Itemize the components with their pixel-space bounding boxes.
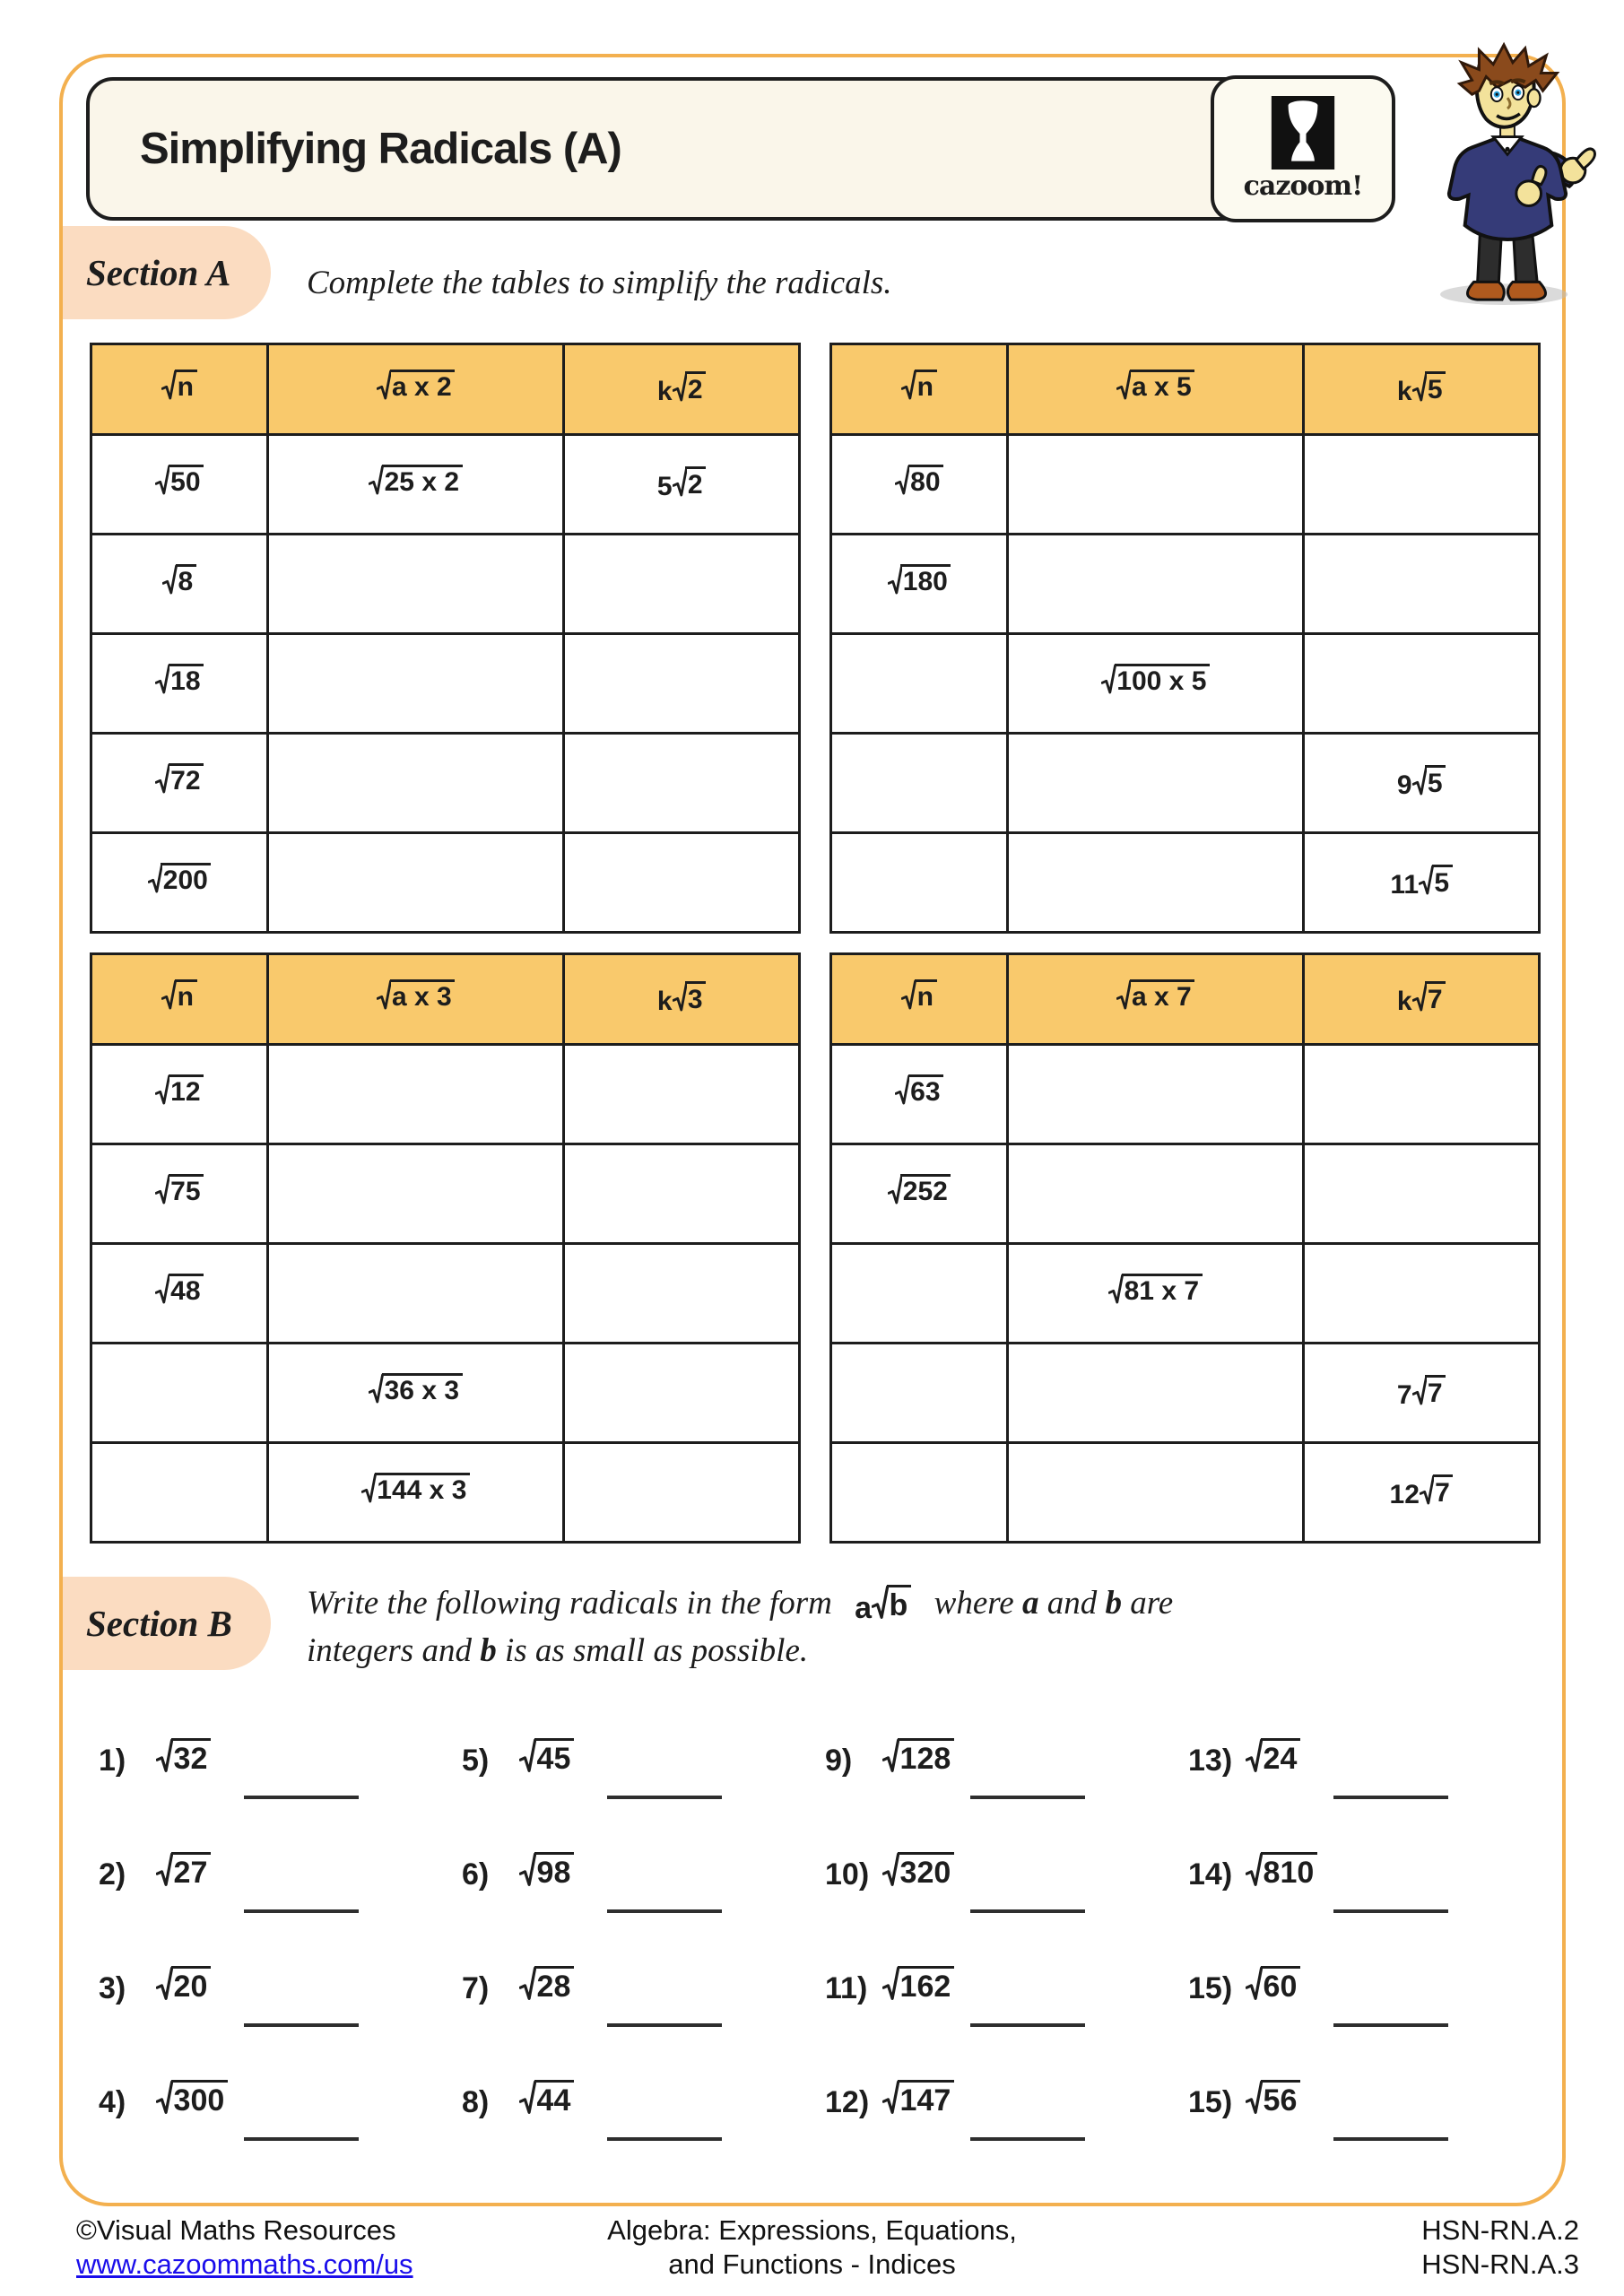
radical-expression: 252 bbox=[888, 1174, 951, 1207]
radical-expression: 810 bbox=[1246, 1852, 1317, 1890]
table-header-cell bbox=[1304, 344, 1540, 435]
table-row bbox=[831, 833, 1540, 933]
answer-blank[interactable] bbox=[607, 1796, 722, 1799]
radical-expression: 11 5 bbox=[1390, 865, 1452, 900]
answer-blank[interactable] bbox=[970, 1909, 1085, 1913]
radical-expression: a x 5 bbox=[1116, 370, 1195, 403]
standard-1: HSN-RN.A.2 bbox=[1421, 2214, 1579, 2246]
table-row bbox=[831, 634, 1540, 734]
table-row bbox=[831, 1144, 1540, 1244]
table-cell-empty[interactable] bbox=[1304, 634, 1540, 734]
table-header-cell bbox=[1008, 344, 1304, 435]
answer-blank[interactable] bbox=[970, 1796, 1085, 1799]
table-row bbox=[831, 1045, 1540, 1144]
problem-item bbox=[453, 2080, 816, 2194]
table-cell bbox=[91, 734, 268, 833]
radical-expression: 63 bbox=[895, 1074, 943, 1108]
problem-number: 8) bbox=[462, 2085, 490, 2119]
radical-expression: k 3 bbox=[657, 981, 706, 1017]
problem-item bbox=[90, 1966, 453, 2080]
radical-expression: a b bbox=[855, 1585, 911, 1625]
radical-expression: 9 5 bbox=[1397, 765, 1446, 801]
radical-expression: a x 2 bbox=[377, 370, 456, 403]
radical-expression: 300 bbox=[156, 2080, 228, 2118]
answer-blank[interactable] bbox=[244, 2137, 359, 2141]
table-header-cell bbox=[1304, 954, 1540, 1045]
table-cell-empty[interactable] bbox=[1008, 435, 1304, 535]
table-cell-empty[interactable] bbox=[831, 833, 1008, 933]
table-row bbox=[91, 734, 800, 833]
copyright-text: ©Visual Maths Resources bbox=[76, 2214, 396, 2246]
table-cell-empty[interactable] bbox=[1304, 535, 1540, 634]
table-row bbox=[831, 1344, 1540, 1443]
table-cell-empty[interactable] bbox=[564, 1443, 800, 1543]
problem-item bbox=[816, 1738, 1179, 1852]
radical-expression: 81 x 7 bbox=[1108, 1274, 1202, 1307]
table-cell-empty[interactable] bbox=[1008, 1144, 1304, 1244]
radical-expression: 24 bbox=[1246, 1738, 1300, 1776]
answer-blank[interactable] bbox=[1333, 1796, 1448, 1799]
radical-expression: 28 bbox=[519, 1966, 574, 2004]
table-row bbox=[831, 1443, 1540, 1543]
table-row bbox=[831, 1244, 1540, 1344]
section-b-label-text: Section B bbox=[86, 1603, 232, 1644]
radical-expression: 45 bbox=[519, 1738, 574, 1776]
table-cell bbox=[91, 1045, 268, 1144]
table-cell-empty[interactable] bbox=[1008, 833, 1304, 933]
radical-expression: 72 bbox=[155, 763, 204, 796]
table-row bbox=[91, 634, 800, 734]
table-cell-empty[interactable] bbox=[268, 734, 564, 833]
table-row bbox=[91, 1344, 800, 1443]
table-cell-empty[interactable] bbox=[1008, 535, 1304, 634]
problem-item bbox=[453, 1852, 816, 1966]
problem-number: 14) bbox=[1188, 1857, 1233, 1892]
table-cell-empty[interactable] bbox=[831, 1244, 1008, 1344]
problem-item bbox=[1179, 2080, 1542, 2194]
table-cell bbox=[91, 833, 268, 933]
table-cell-empty[interactable] bbox=[831, 1344, 1008, 1443]
answer-blank[interactable] bbox=[607, 2023, 722, 2027]
table-cell bbox=[831, 435, 1008, 535]
footer-topic-line1: Algebra: Expressions, Equations, bbox=[607, 2214, 1017, 2246]
problem-item bbox=[1179, 1738, 1542, 1852]
problem-item bbox=[90, 1852, 453, 1966]
radical-expression: 98 bbox=[519, 1852, 574, 1890]
table-cell bbox=[91, 435, 268, 535]
radical-expression: a x 3 bbox=[377, 979, 456, 1013]
table-cell bbox=[564, 435, 800, 535]
answer-blank[interactable] bbox=[244, 2023, 359, 2027]
title-box bbox=[86, 77, 1252, 221]
table-cell-empty[interactable] bbox=[564, 634, 800, 734]
radical-expression: n bbox=[901, 979, 936, 1013]
radical-expression: 44 bbox=[519, 2080, 574, 2118]
radical-expression: 320 bbox=[882, 1852, 954, 1890]
table-row bbox=[91, 435, 800, 535]
answer-blank[interactable] bbox=[970, 2137, 1085, 2141]
radical-expression: k 2 bbox=[657, 371, 706, 407]
problem-item bbox=[1179, 1966, 1542, 2080]
table-cell-empty[interactable] bbox=[268, 1144, 564, 1244]
table-cell bbox=[1008, 1244, 1304, 1344]
problem-item bbox=[1179, 1852, 1542, 1966]
table-cell bbox=[91, 1144, 268, 1244]
radical-table-sqrt5 bbox=[829, 343, 1541, 934]
table-row bbox=[91, 833, 800, 933]
radical-expression: 32 bbox=[156, 1738, 211, 1776]
problem-number: 7) bbox=[462, 1971, 490, 2005]
radical-expression: 75 bbox=[155, 1174, 204, 1207]
answer-blank[interactable] bbox=[1333, 1909, 1448, 1913]
radical-expression: 27 bbox=[156, 1852, 211, 1890]
radical-expression: 56 bbox=[1246, 2080, 1300, 2118]
radical-expression: a x 7 bbox=[1116, 979, 1195, 1013]
problem-number: 12) bbox=[825, 2085, 870, 2119]
table-cell bbox=[831, 1144, 1008, 1244]
table-cell-empty[interactable] bbox=[268, 1045, 564, 1144]
table-cell-empty[interactable] bbox=[831, 734, 1008, 833]
problem-number: 2) bbox=[99, 1857, 126, 1892]
radical-expression: 200 bbox=[148, 863, 212, 896]
table-cell bbox=[268, 1344, 564, 1443]
table-cell bbox=[1008, 634, 1304, 734]
answer-blank[interactable] bbox=[1333, 2023, 1448, 2027]
table-row bbox=[831, 435, 1540, 535]
radical-expression: 50 bbox=[155, 465, 204, 498]
radical-table-sqrt3 bbox=[90, 952, 801, 1544]
problem-number: 9) bbox=[825, 1744, 853, 1778]
section-a-label bbox=[63, 226, 271, 319]
problem-item bbox=[453, 1738, 816, 1852]
table-cell-empty[interactable] bbox=[1304, 1144, 1540, 1244]
standard-2: HSN-RN.A.3 bbox=[1421, 2248, 1579, 2280]
table-cell-empty[interactable] bbox=[268, 1244, 564, 1344]
problem-number: 4) bbox=[99, 2085, 126, 2119]
radical-expression: 100 x 5 bbox=[1101, 664, 1210, 697]
table-header-cell bbox=[268, 344, 564, 435]
radical-expression: 147 bbox=[882, 2080, 954, 2118]
table-header-cell bbox=[91, 954, 268, 1045]
table-cell bbox=[91, 1244, 268, 1344]
problem-number: 15) bbox=[1188, 2085, 1233, 2119]
table-cell-empty[interactable] bbox=[564, 535, 800, 634]
problem-number: 6) bbox=[462, 1857, 490, 1892]
mascot-character bbox=[1401, 41, 1614, 307]
table-cell bbox=[91, 634, 268, 734]
radical-expression: 8 bbox=[162, 564, 196, 597]
table-cell bbox=[1304, 734, 1540, 833]
tables-area bbox=[90, 343, 1551, 1535]
problems-grid bbox=[90, 1738, 1542, 2194]
table-cell-empty[interactable] bbox=[268, 634, 564, 734]
answer-blank[interactable] bbox=[244, 1909, 359, 1913]
radical-expression: 7 7 bbox=[1397, 1375, 1446, 1411]
table-row bbox=[91, 1045, 800, 1144]
problem-item bbox=[90, 2080, 453, 2194]
table-cell-empty[interactable] bbox=[564, 1045, 800, 1144]
problem-number: 5) bbox=[462, 1744, 490, 1778]
table-cell-empty[interactable] bbox=[1304, 435, 1540, 535]
problem-number: 11) bbox=[825, 1971, 868, 2005]
cazoom-logo bbox=[1211, 75, 1395, 222]
footer-standards bbox=[1421, 2213, 1579, 2282]
radical-expression: 60 bbox=[1246, 1966, 1300, 2004]
table-cell-empty[interactable] bbox=[564, 1144, 800, 1244]
problem-item bbox=[453, 1966, 816, 2080]
radical-expression: 18 bbox=[155, 664, 204, 697]
page-title: Simplifying Radicals (A) bbox=[140, 125, 621, 173]
problem-number: 3) bbox=[99, 1971, 126, 2005]
table-header-cell bbox=[268, 954, 564, 1045]
radical-table-sqrt2 bbox=[90, 343, 801, 934]
table-header-cell bbox=[91, 344, 268, 435]
radical-expression: 12 bbox=[155, 1074, 204, 1108]
table-cell-empty[interactable] bbox=[268, 535, 564, 634]
footer-link[interactable]: www.cazoommaths.com/us bbox=[76, 2248, 413, 2280]
problem-item bbox=[816, 2080, 1179, 2194]
table-cell-empty[interactable] bbox=[564, 1344, 800, 1443]
radical-expression: 20 bbox=[156, 1966, 211, 2004]
table-row bbox=[831, 535, 1540, 634]
table-cell-empty[interactable] bbox=[564, 833, 800, 933]
radical-expression: n bbox=[901, 370, 936, 403]
section-a-instruction: Complete the tables to simplify the radicals. bbox=[307, 265, 892, 301]
table-cell-empty[interactable] bbox=[91, 1344, 268, 1443]
table-header-cell bbox=[1008, 954, 1304, 1045]
instruction-after: where a and b are integers and b is as small as possible. bbox=[307, 1585, 1174, 1669]
problem-item bbox=[816, 1852, 1179, 1966]
table-cell-empty[interactable] bbox=[1008, 1344, 1304, 1443]
radical-expression: 80 bbox=[895, 465, 943, 498]
goblet-icon bbox=[1271, 96, 1335, 170]
footer-topic-line2: and Functions - Indices bbox=[668, 2248, 956, 2280]
radical-table-sqrt7 bbox=[829, 952, 1541, 1544]
radical-expression: k 7 bbox=[1397, 981, 1446, 1017]
table-cell-empty[interactable] bbox=[268, 833, 564, 933]
answer-blank[interactable] bbox=[607, 1909, 722, 1913]
radical-expression: k 5 bbox=[1397, 371, 1446, 407]
section-b-instruction bbox=[307, 1580, 1401, 1674]
table-cell-empty[interactable] bbox=[1008, 734, 1304, 833]
problem-number: 10) bbox=[825, 1857, 870, 1892]
footer-center bbox=[0, 2213, 1624, 2282]
table-cell-empty[interactable] bbox=[564, 734, 800, 833]
table-header-cell bbox=[831, 344, 1008, 435]
table-cell-empty[interactable] bbox=[831, 634, 1008, 734]
table-cell bbox=[268, 1443, 564, 1543]
table-row bbox=[91, 1443, 800, 1543]
table-cell bbox=[831, 535, 1008, 634]
radical-expression: 12 7 bbox=[1390, 1474, 1454, 1510]
problem-number: 15) bbox=[1188, 1971, 1233, 2005]
problem-number: 13) bbox=[1188, 1744, 1233, 1778]
table-row bbox=[91, 535, 800, 634]
table-cell-empty[interactable] bbox=[1008, 1045, 1304, 1144]
table-cell bbox=[1304, 1443, 1540, 1543]
radical-expression: n bbox=[161, 979, 196, 1013]
form-a-sqrt-b bbox=[855, 1585, 911, 1625]
table-row bbox=[91, 1144, 800, 1244]
radical-expression: 162 bbox=[882, 1966, 954, 2004]
table-cell-empty[interactable] bbox=[1304, 1045, 1540, 1144]
answer-blank[interactable] bbox=[607, 2137, 722, 2141]
table-header-cell bbox=[564, 954, 800, 1045]
table-cell bbox=[268, 435, 564, 535]
section-a-label-text: Section A bbox=[86, 252, 231, 293]
answer-blank[interactable] bbox=[970, 2023, 1085, 2027]
table-cell-empty[interactable] bbox=[831, 1443, 1008, 1543]
problem-number: 1) bbox=[99, 1744, 126, 1778]
problem-item bbox=[816, 1966, 1179, 2080]
table-header-cell bbox=[564, 344, 800, 435]
radical-expression: 144 x 3 bbox=[361, 1473, 470, 1506]
table-cell bbox=[1304, 1344, 1540, 1443]
radical-expression: 5 2 bbox=[657, 466, 706, 502]
table-cell-empty[interactable] bbox=[1008, 1443, 1304, 1543]
table-cell bbox=[1304, 833, 1540, 933]
answer-blank[interactable] bbox=[244, 1796, 359, 1799]
table-header-cell bbox=[831, 954, 1008, 1045]
table-row bbox=[831, 734, 1540, 833]
table-row bbox=[91, 1244, 800, 1344]
radical-expression: n bbox=[161, 370, 196, 403]
problem-item bbox=[90, 1738, 453, 1852]
radical-expression: 36 x 3 bbox=[369, 1373, 462, 1406]
radical-expression: 25 x 2 bbox=[369, 465, 462, 498]
table-cell-empty[interactable] bbox=[564, 1244, 800, 1344]
section-b-label bbox=[63, 1577, 271, 1670]
table-cell-empty[interactable] bbox=[1304, 1244, 1540, 1344]
radical-expression: 180 bbox=[888, 564, 951, 597]
logo-text: cazoom! bbox=[1243, 170, 1363, 202]
instruction-before: Write the following radicals in the form bbox=[307, 1585, 832, 1622]
table-cell bbox=[91, 535, 268, 634]
radical-expression: 128 bbox=[882, 1738, 954, 1776]
answer-blank[interactable] bbox=[1333, 2137, 1448, 2141]
table-cell-empty[interactable] bbox=[91, 1443, 268, 1543]
radical-expression: 48 bbox=[155, 1274, 204, 1307]
table-cell bbox=[831, 1045, 1008, 1144]
